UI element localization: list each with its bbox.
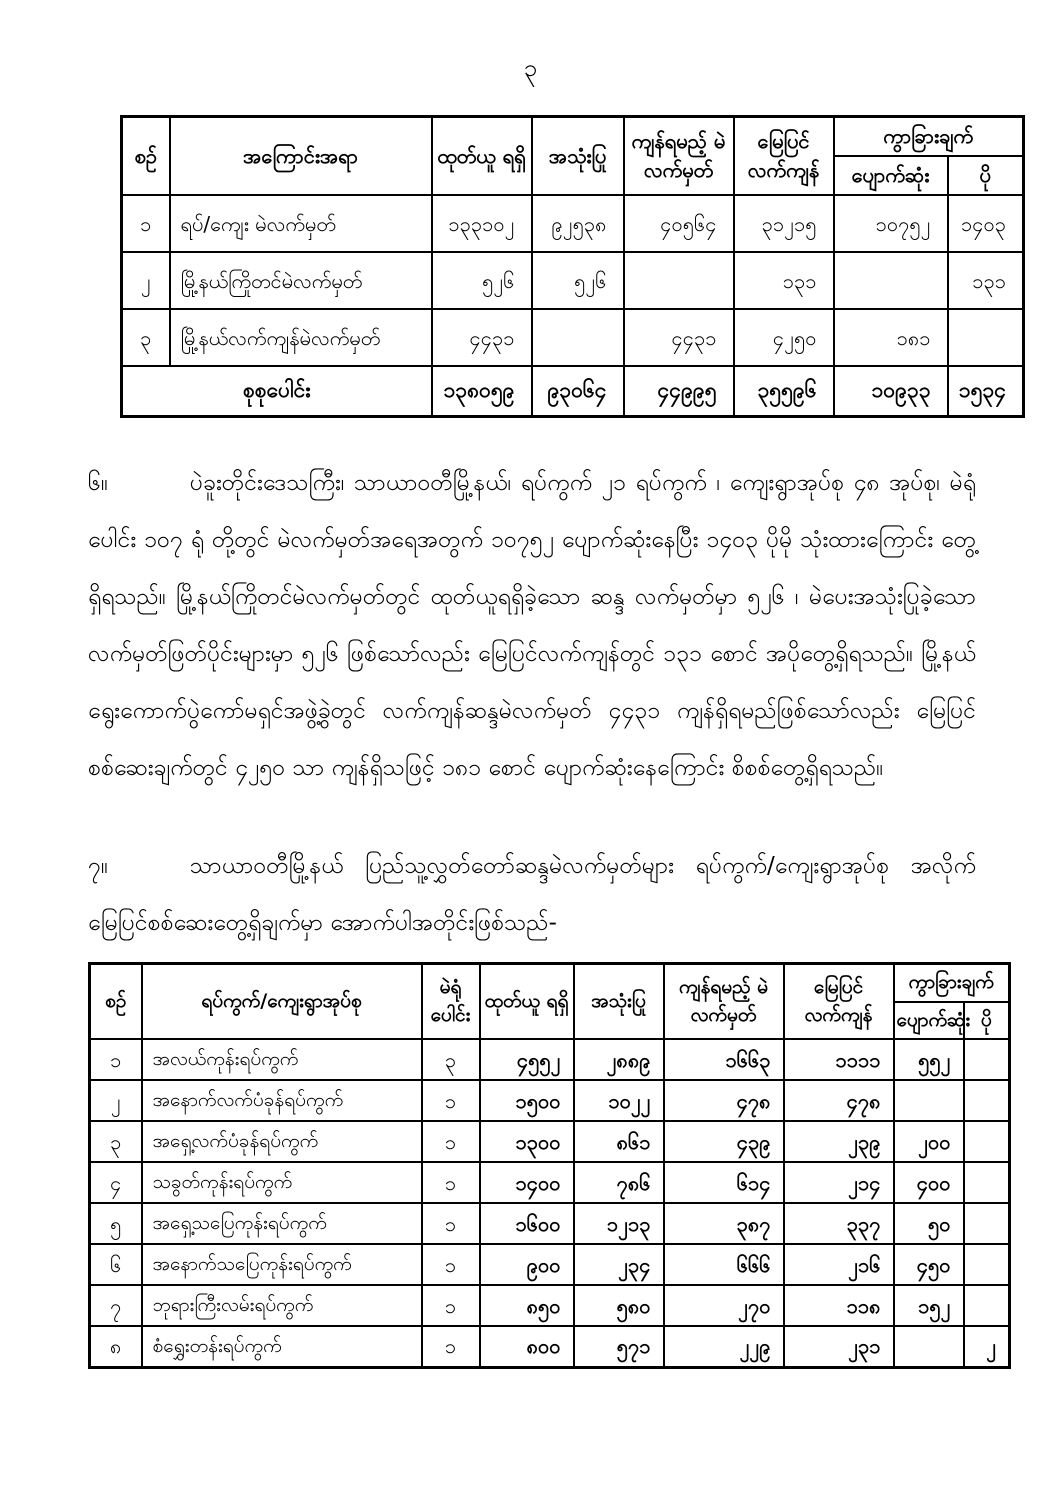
paragraph-6-number: ၆။ xyxy=(88,470,108,496)
table-row xyxy=(90,1039,1010,1080)
header-should-remain: ကျန်ရမည့် မဲလက်မှတ် xyxy=(624,117,734,196)
table-row xyxy=(90,1244,1010,1285)
cell-extra: ၁၃၁ xyxy=(948,252,1024,309)
table-row xyxy=(122,309,1024,366)
table-row xyxy=(122,252,1024,309)
table-row xyxy=(90,1285,1010,1326)
cell-no: ၁ xyxy=(90,1039,142,1080)
cell-issued: ၄၄၃၁ xyxy=(432,309,532,366)
total-issued: ၁၃၈၀၅၉ xyxy=(432,366,532,416)
cell-no: ၃ xyxy=(90,1121,142,1162)
cell-lost xyxy=(894,1080,964,1121)
cell-issued: ၄၅၅၂ xyxy=(480,1039,574,1080)
cell-used: ၂၈၈၉ xyxy=(574,1039,664,1080)
cell-extra xyxy=(964,1244,1010,1285)
cell-issued: ၁၆၀၀ xyxy=(480,1203,574,1244)
cell-lost: ၅၀ xyxy=(894,1203,964,1244)
cell-ground: ၂၃၉ xyxy=(784,1121,894,1162)
table-row xyxy=(90,1326,1010,1367)
cell-ward: စံရွှေးတန်းရပ်ကွက် xyxy=(142,1326,422,1367)
header-used: အသုံးပြု xyxy=(532,117,624,196)
cell-should-remain: ၃၈၇ xyxy=(664,1203,784,1244)
cell-issued: ၁၃၃၁၀၂ xyxy=(432,195,532,252)
summary-table-header-row xyxy=(122,117,1024,157)
cell-stations: ၁ xyxy=(422,1244,480,1285)
table-row xyxy=(122,195,1024,252)
cell-no: ၃ xyxy=(122,309,170,366)
cell-should-remain: ၄၀၅၆၄ xyxy=(624,195,734,252)
header-lost: ပျောက်ဆုံး xyxy=(894,1002,964,1040)
cell-no: ၆ xyxy=(90,1244,142,1285)
cell-no: ၄ xyxy=(90,1162,142,1203)
header-ground-balance: မြေပြင် လက်ကျန် xyxy=(734,117,834,196)
cell-lost: ၁၅၂ xyxy=(894,1285,964,1326)
cell-subject: မြို့နယ်ကြိုတင်မဲလက်မှတ် xyxy=(170,252,432,309)
cell-used: ၇၈၆ xyxy=(574,1162,664,1203)
cell-used: ၅၂၆ xyxy=(532,252,624,309)
cell-subject: ရပ်/ကျေး မဲလက်မှတ် xyxy=(170,195,432,252)
cell-lost: ၄၅၀ xyxy=(894,1244,964,1285)
cell-lost: ၄၀၀ xyxy=(894,1162,964,1203)
cell-used: ၈၆၁ xyxy=(574,1121,664,1162)
paragraph-7 xyxy=(88,838,976,952)
header-difference: ကွာခြားချက် xyxy=(894,964,1010,1002)
cell-no: ၂ xyxy=(122,252,170,309)
cell-should-remain: ၁၆၆၃ xyxy=(664,1039,784,1080)
cell-stations: ၁ xyxy=(422,1080,480,1121)
cell-lost xyxy=(894,1326,964,1367)
total-should-remain: ၄၄၉၉၅ xyxy=(624,366,734,416)
cell-should-remain: ၆၆၆ xyxy=(664,1244,784,1285)
cell-extra xyxy=(964,1162,1010,1203)
header-should-remain: ကျန်ရမည့် မဲလက်မှတ် xyxy=(664,964,784,1040)
cell-ward: အနောက်သပြေကုန်းရပ်ကွက် xyxy=(142,1244,422,1285)
header-subject: အကြောင်းအရာ xyxy=(170,117,432,196)
cell-ground: ၃၁၂၁၅ xyxy=(734,195,834,252)
cell-no: ၁ xyxy=(122,195,170,252)
summary-table xyxy=(120,115,1025,418)
cell-ward: အရှေ့သပြေကုန်းရပ်ကွက် xyxy=(142,1203,422,1244)
cell-issued: ၁၅၀၀ xyxy=(480,1080,574,1121)
cell-should-remain: ၂၂၉ xyxy=(664,1326,784,1367)
cell-issued: ၈၀၀ xyxy=(480,1326,574,1367)
cell-stations: ၁ xyxy=(422,1203,480,1244)
cell-ground: ၁၁၈ xyxy=(784,1285,894,1326)
cell-extra: ၂ xyxy=(964,1326,1010,1367)
cell-extra xyxy=(964,1039,1010,1080)
cell-stations: ၁ xyxy=(422,1162,480,1203)
header-extra: ပို xyxy=(964,1002,1010,1040)
detail-table-header-row xyxy=(90,964,1010,1002)
cell-lost xyxy=(834,252,948,309)
cell-ward: အလယ်ကုန်းရပ်ကွက် xyxy=(142,1039,422,1080)
cell-should-remain: ၄၄၃၁ xyxy=(624,309,734,366)
cell-issued: ၉၀၀ xyxy=(480,1244,574,1285)
cell-ward: ဘုရားကြီးလမ်းရပ်ကွက် xyxy=(142,1285,422,1326)
cell-extra xyxy=(948,309,1024,366)
cell-issued: ၁၄၀၀ xyxy=(480,1162,574,1203)
paragraph-7-number: ၇။ xyxy=(88,853,108,879)
cell-stations: ၃ xyxy=(422,1039,480,1080)
cell-issued: ၈၅၀ xyxy=(480,1285,574,1326)
cell-ground: ၃၃၇ xyxy=(784,1203,894,1244)
cell-stations: ၁ xyxy=(422,1121,480,1162)
cell-used xyxy=(532,309,624,366)
table-row xyxy=(90,1080,1010,1121)
cell-extra xyxy=(964,1121,1010,1162)
cell-no: ၈ xyxy=(90,1326,142,1367)
cell-no: ၂ xyxy=(90,1080,142,1121)
cell-extra: ၁၄၀၃ xyxy=(948,195,1024,252)
page-number: ၃ xyxy=(523,54,538,82)
total-label: စုစုပေါင်း xyxy=(122,366,432,416)
header-no: စဉ် xyxy=(90,964,142,1040)
cell-lost: ၅၅၂ xyxy=(894,1039,964,1080)
cell-used: ၉၂၅၃၈ xyxy=(532,195,624,252)
cell-subject: မြို့နယ်လက်ကျန်မဲလက်မှတ် xyxy=(170,309,432,366)
cell-should-remain: ၄၇၈ xyxy=(664,1080,784,1121)
header-stations: မဲရုံ ပေါင်း xyxy=(422,964,480,1040)
total-ground: ၃၅၅၉၆ xyxy=(734,366,834,416)
header-extra: ပို xyxy=(948,156,1024,195)
cell-used: ၁၂၁၃ xyxy=(574,1203,664,1244)
cell-ground: ၄၇၈ xyxy=(784,1080,894,1121)
cell-used: ၁၀၂၂ xyxy=(574,1080,664,1121)
cell-used: ၅၈၀ xyxy=(574,1285,664,1326)
cell-should-remain xyxy=(624,252,734,309)
header-difference: ကွာခြားချက် xyxy=(834,117,1024,157)
cell-no: ၇ xyxy=(90,1285,142,1326)
header-ground-balance: မြေပြင် လက်ကျန် xyxy=(784,964,894,1040)
cell-ground: ၁၃၁ xyxy=(734,252,834,309)
detail-table xyxy=(88,962,1011,1369)
cell-used: ၅၇၁ xyxy=(574,1326,664,1367)
table-row xyxy=(90,1162,1010,1203)
header-issued: ထုတ်ယူ ရရှိ xyxy=(480,964,574,1040)
header-no: စဉ် xyxy=(122,117,170,196)
cell-issued: ၅၂၆ xyxy=(432,252,532,309)
cell-lost: ၂၀၀ xyxy=(894,1121,964,1162)
cell-ground: ၂၁၆ xyxy=(784,1244,894,1285)
summary-total-row xyxy=(122,366,1024,416)
cell-should-remain: ၆၁၄ xyxy=(664,1162,784,1203)
header-lost: ပျောက်ဆုံး xyxy=(834,156,948,195)
cell-no: ၅ xyxy=(90,1203,142,1244)
total-lost: ၁၀၉၃၃ xyxy=(834,366,948,416)
cell-lost: ၁၈၁ xyxy=(834,309,948,366)
cell-stations: ၁ xyxy=(422,1326,480,1367)
header-issued: ထုတ်ယူ ရရှိ xyxy=(432,117,532,196)
cell-should-remain: ၄၃၉ xyxy=(664,1121,784,1162)
table-row xyxy=(90,1203,1010,1244)
cell-ward: သခွတ်ကုန်းရပ်ကွက် xyxy=(142,1162,422,1203)
paragraph-7-text: သာယာဝတီမြို့နယ် ပြည်သူ့လွှတ်တော်ဆန္ဒမဲလက်မှတ်များ ရပ်ကွက်/ကျေးရွာအုပ်စု အလိုက် မြေပြင်စစ်ဆေးတွေ့ရှိချက်မှာ အောက်ပါအတိုင်းဖြစ်သည်- xyxy=(88,853,976,936)
paragraph-6-text: ပဲခူးတိုင်းဒေသကြီး၊ သာယာဝတီမြို့နယ်၊ ရပ်ကွက် ၂၁ ရပ်ကွက် ၊ ကျေးရွာအုပ်စု ၄၈ အုပ်စု၊ မဲရုံပေါင်း ၁၀၇ ရုံ တို့တွင် မဲလက်မှတ်အရေအတွက် ၁၀၇၅၂ ပျောက်ဆုံးနေပြီး ၁၄၀၃ ပိုမို သုံးထားကြောင်း တွေ့ရှိရသည်။ မြို့နယ်ကြိုတင်မဲလက်မှတ်တွင် ထုတ်ယူရရှိခဲ့သော ဆန္ဒ လက်မှတ်မှာ ၅၂၆ ၊ မဲပေးအသုံးပြုခဲ့သော လက်မှတ်ဖြတ်ပိုင်းများမှာ ၅၂၆ ဖြစ်သော်လည်း မြေပြင်လက်ကျန်တွင် ၁၃၁ စောင် အပိုတွေ့ရှိရသည်။ မြို့နယ်ရွေးကောက်ပွဲကော်မရှင်အဖွဲ့ခွဲတွင် လက်ကျန်ဆန္ဒမဲလက်မှတ် ၄၄၃၁ ကျန်ရှိရမည်ဖြစ်သော်လည်း မြေပြင်စစ်ဆေးချက်တွင် ၄၂၅၀ သာ ကျန်ရှိသဖြင့် ၁၈၁ စောင် ပျောက်ဆုံးနေကြောင်း စိစစ်တွေ့ရှိရသည်။ xyxy=(88,470,976,781)
table-row xyxy=(90,1121,1010,1162)
cell-used: ၂၃၄ xyxy=(574,1244,664,1285)
cell-ward: အနောက်လက်ပံခုန်ရပ်ကွက် xyxy=(142,1080,422,1121)
cell-ground: ၂၁၄ xyxy=(784,1162,894,1203)
header-ward: ရပ်ကွက်/ကျေးရွာအုပ်စု xyxy=(142,964,422,1040)
header-used: အသုံးပြု xyxy=(574,964,664,1040)
paragraph-6 xyxy=(88,455,976,797)
total-used: ၉၃၀၆၄ xyxy=(532,366,624,416)
cell-stations: ၁ xyxy=(422,1285,480,1326)
cell-should-remain: ၂၇၀ xyxy=(664,1285,784,1326)
cell-extra xyxy=(964,1285,1010,1326)
cell-lost: ၁၀၇၅၂ xyxy=(834,195,948,252)
cell-ground: ၁၁၁၁ xyxy=(784,1039,894,1080)
total-extra: ၁၅၃၄ xyxy=(948,366,1024,416)
cell-extra xyxy=(964,1203,1010,1244)
cell-issued: ၁၃၀၀ xyxy=(480,1121,574,1162)
cell-extra xyxy=(964,1080,1010,1121)
cell-ground: ၂၃၁ xyxy=(784,1326,894,1367)
cell-ward: အရှေ့လက်ပံခုန်ရပ်ကွက် xyxy=(142,1121,422,1162)
cell-ground: ၄၂၅၀ xyxy=(734,309,834,366)
